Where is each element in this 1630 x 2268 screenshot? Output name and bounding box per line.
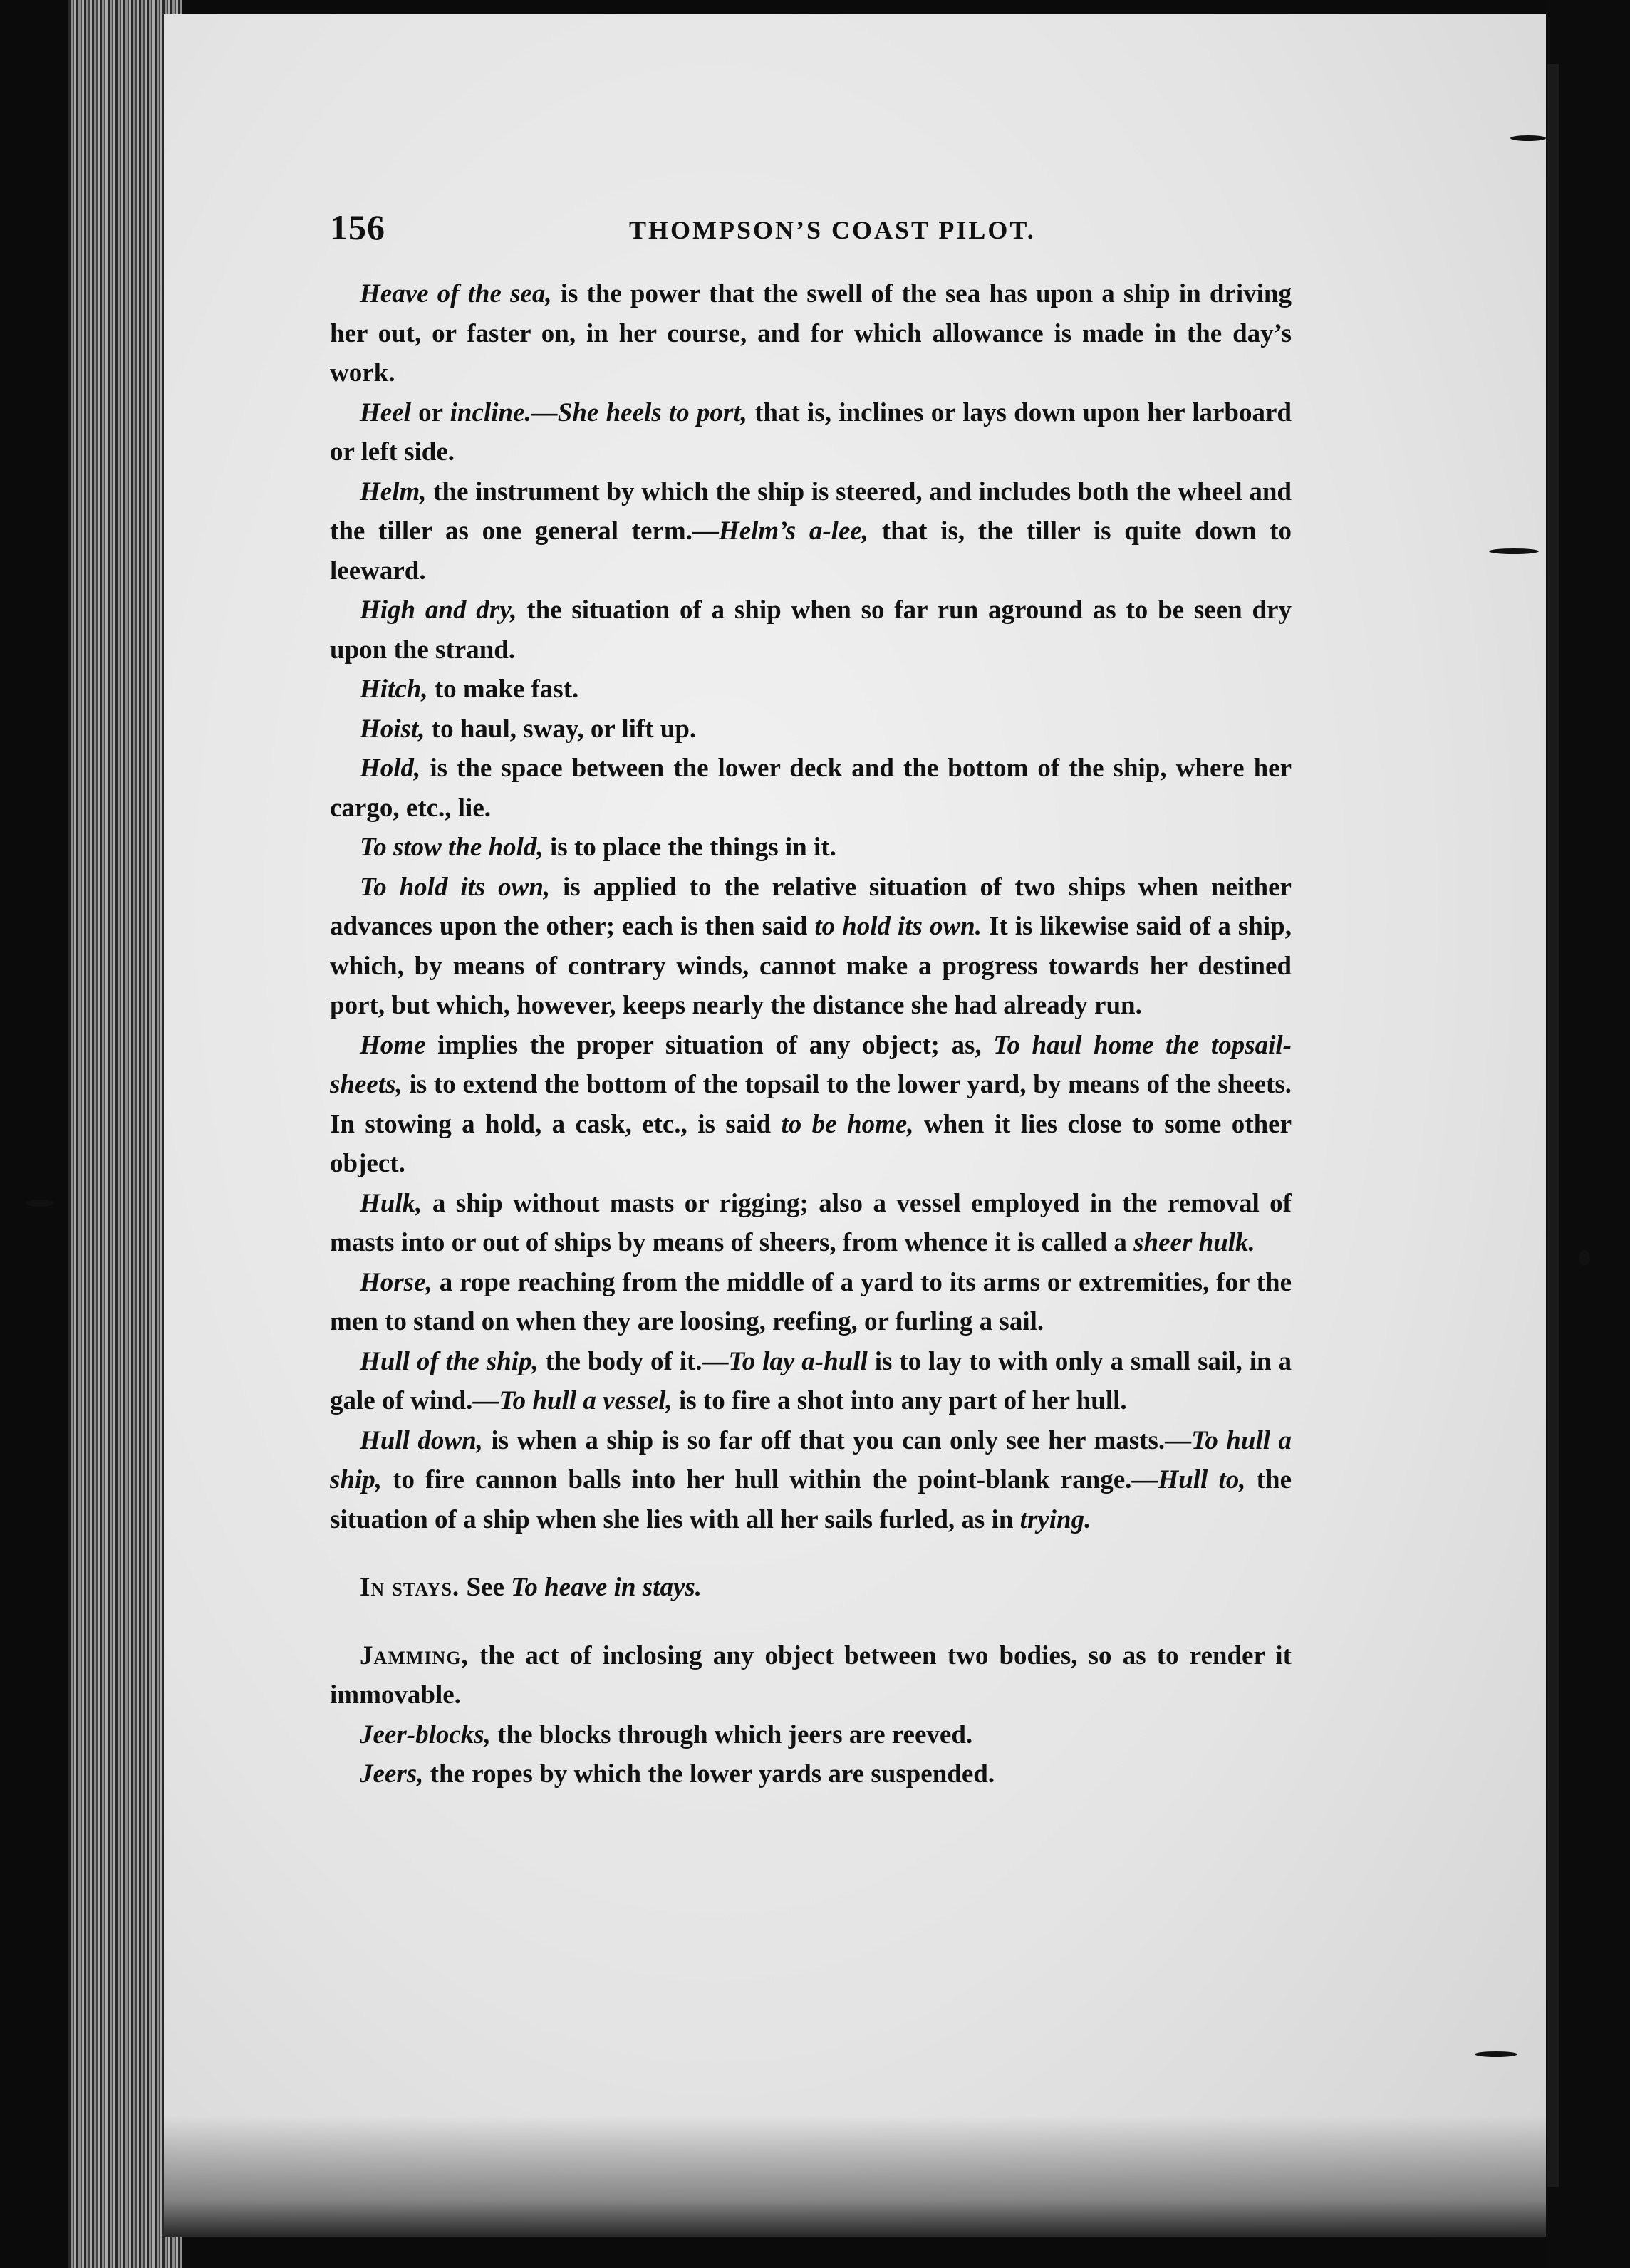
running-title: THOMPSON’S COAST PILOT.	[629, 216, 1036, 244]
scan-speck	[1510, 135, 1546, 141]
entry-high-and-dry: High and dry, the situation of a ship when so far run aground as to be seen dry upon the strand.	[330, 595, 1292, 665]
entry-hulk: Hulk, a ship without masts or rigging; also a vessel employed in the removal of masts into or out of ships by means of sheers, from whence it is called a sheer hulk.	[330, 1188, 1292, 1257]
page-bottom-shadow	[164, 2116, 1546, 2237]
entry-to-hold-its-own: To hold its own, is applied to the relative situation of two ships when neither advances upon the other; each is then said to hold its own. It is likewise said of a ship, which, by means of contrary winds, cannot make a progress towards her destined port, but which, however, keeps nearly the distance she had already run.	[330, 872, 1292, 1020]
entry-hold: Hold, is the space between the lower deck and the bottom of the ship, where her cargo, etc., lie.	[330, 754, 1292, 823]
scan-speck	[26, 1200, 54, 1207]
entry-hitch: Hitch, to make fast.	[360, 675, 579, 704]
entry-hull-of-the-ship: Hull of the ship, the body of it.—To lay a-hull is to lay to with only a small sail, in a gale of wind.—To hull a vessel, is to fire a shot into any part of her hull.	[330, 1346, 1292, 1415]
running-head	[330, 207, 1292, 249]
scan-speck	[1475, 2051, 1517, 2057]
glossary-body	[330, 274, 1292, 1794]
entry-hull-down: Hull down, is when a ship is so far off that you can only see her masts.—To hull a ship, to fire cannon balls into her hull within the point-blank range.—Hull to, the situation of a ship when she lies with all her sails furled, as in trying.	[330, 1425, 1292, 1534]
entry-to-stow-the-hold: To stow the hold, is to place the things in it.	[360, 833, 836, 862]
right-page-edge	[1547, 64, 1559, 2187]
entry-heel: Heel or incline.—She heels to port, that is, inclines or lays down upon her larboard or left side.	[330, 397, 1292, 467]
entry-jeer-blocks: Jeer-blocks, the blocks through which jeers are reeved.	[360, 1720, 973, 1749]
entry-in-stays: In stays. See To heave in stays.	[360, 1573, 702, 1602]
scan-speck	[1579, 1250, 1590, 1266]
entry-helm: Helm, the instrument by which the ship is steered, and includes both the wheel and the tiller as one general term.—Helm’s a-lee, that is, the tiller is quite down to leeward.	[330, 477, 1292, 586]
entry-hoist: Hoist, to haul, sway, or lift up.	[360, 714, 697, 744]
entry-jamming: Jamming, the act of inclosing any object between two bodies, so as to render it immovable.	[330, 1640, 1292, 1710]
entry-horse: Horse, a rope reaching from the middle of a yard to its arms or extremities, for the men to stand on when they are loosing, reefing, or furling a sail.	[330, 1267, 1292, 1336]
entry-jeers: Jeers, the ropes by which the lower yards are suspended.	[360, 1759, 995, 1789]
entry-home: Home implies the proper situation of any object; as, To haul home the topsail-sheets, is to extend the bottom of the topsail to the lower yard, by means of the sheets. In stowing a hold, a cask, etc., is said to be home, when it lies close to some other object.	[330, 1030, 1292, 1178]
page-number: 156	[330, 207, 385, 247]
entry-heave-of-the-sea: Heave of the sea, is the power that the swell of the sea has upon a ship in driving her out, or faster on, in her course, and for which allowance is made in the day’s work.	[330, 279, 1292, 387]
scan-speck	[1489, 548, 1539, 554]
